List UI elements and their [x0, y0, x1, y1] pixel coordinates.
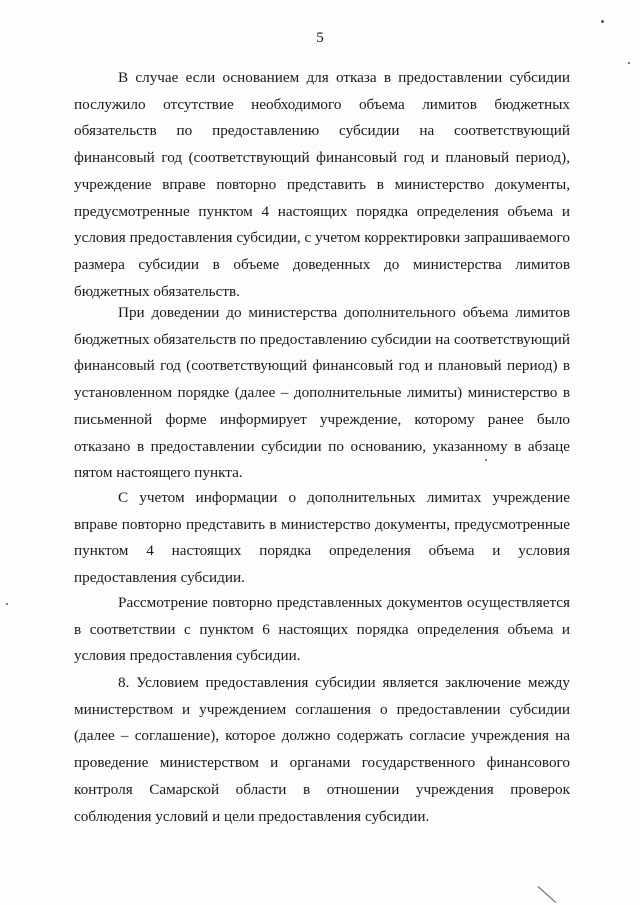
scan-dot	[628, 62, 630, 64]
document-paragraph	[74, 485, 570, 592]
page-number: 5	[316, 30, 324, 46]
document-paragraph	[74, 65, 570, 305]
scan-stroke	[538, 886, 557, 903]
paragraph-text: С учетом информации о дополнительных лимитах учреждение вправе повторно представить в министерство документы, предусмотренные пунктом 4 настоящих порядка определения объема и условия предоставления субсидии.	[74, 489, 570, 587]
scan-dot	[601, 20, 604, 23]
scan-dot	[6, 603, 8, 605]
document-paragraph	[74, 670, 570, 830]
paragraph-text: Рассмотрение повторно представленных документов осуществляется в соответствии с пунктом 6 настоящих порядка определения объема и условия предоставления субсидии.	[74, 594, 570, 665]
paragraph-text: 8. Условием предоставления субсидии является заключение между министерством и учреждением соглашения о предоставлении субсидии (далее – соглашение), которое должно содержать согласие учреждения на проведение министерством и органами государственного финансового контроля Самарской области в отношении учреждения проверок соблюдения условий и цели предоставления субсидии.	[74, 674, 570, 825]
paragraph-text: В случае если основанием для отказа в предоставлении субсидии послужило отсутствие необходимого объема лимитов бюджетных обязательств по предоставлению субсидии на соответствующий финансовый год (соответствующий финансовый год и плановый период), учреждение вправе повторно представить в министерство документы, предусмотренные пунктом 4 настоящих порядка определения объема и условия предоставления субсидии, с учетом корректировки запрашиваемого размера субсидии в объеме доведенных до министерства лимитов бюджетных обязательств.	[74, 69, 570, 300]
scan-dot	[485, 459, 487, 461]
document-paragraph	[74, 590, 570, 670]
document-paragraph	[74, 300, 570, 487]
paragraph-text: При доведении до министерства дополнительного объема лимитов бюджетных обязательств по предоставлению субсидии на соответствующий финансовый год (соответствующий финансовый год и плановый период) в установленном порядке (далее – дополнительные лимиты) министерство в письменной форме информирует учреждение, которому ранее было отказано в предоставлении субсидии по основанию, указанному в абзаце пятом настоящего пункта.	[74, 304, 570, 482]
